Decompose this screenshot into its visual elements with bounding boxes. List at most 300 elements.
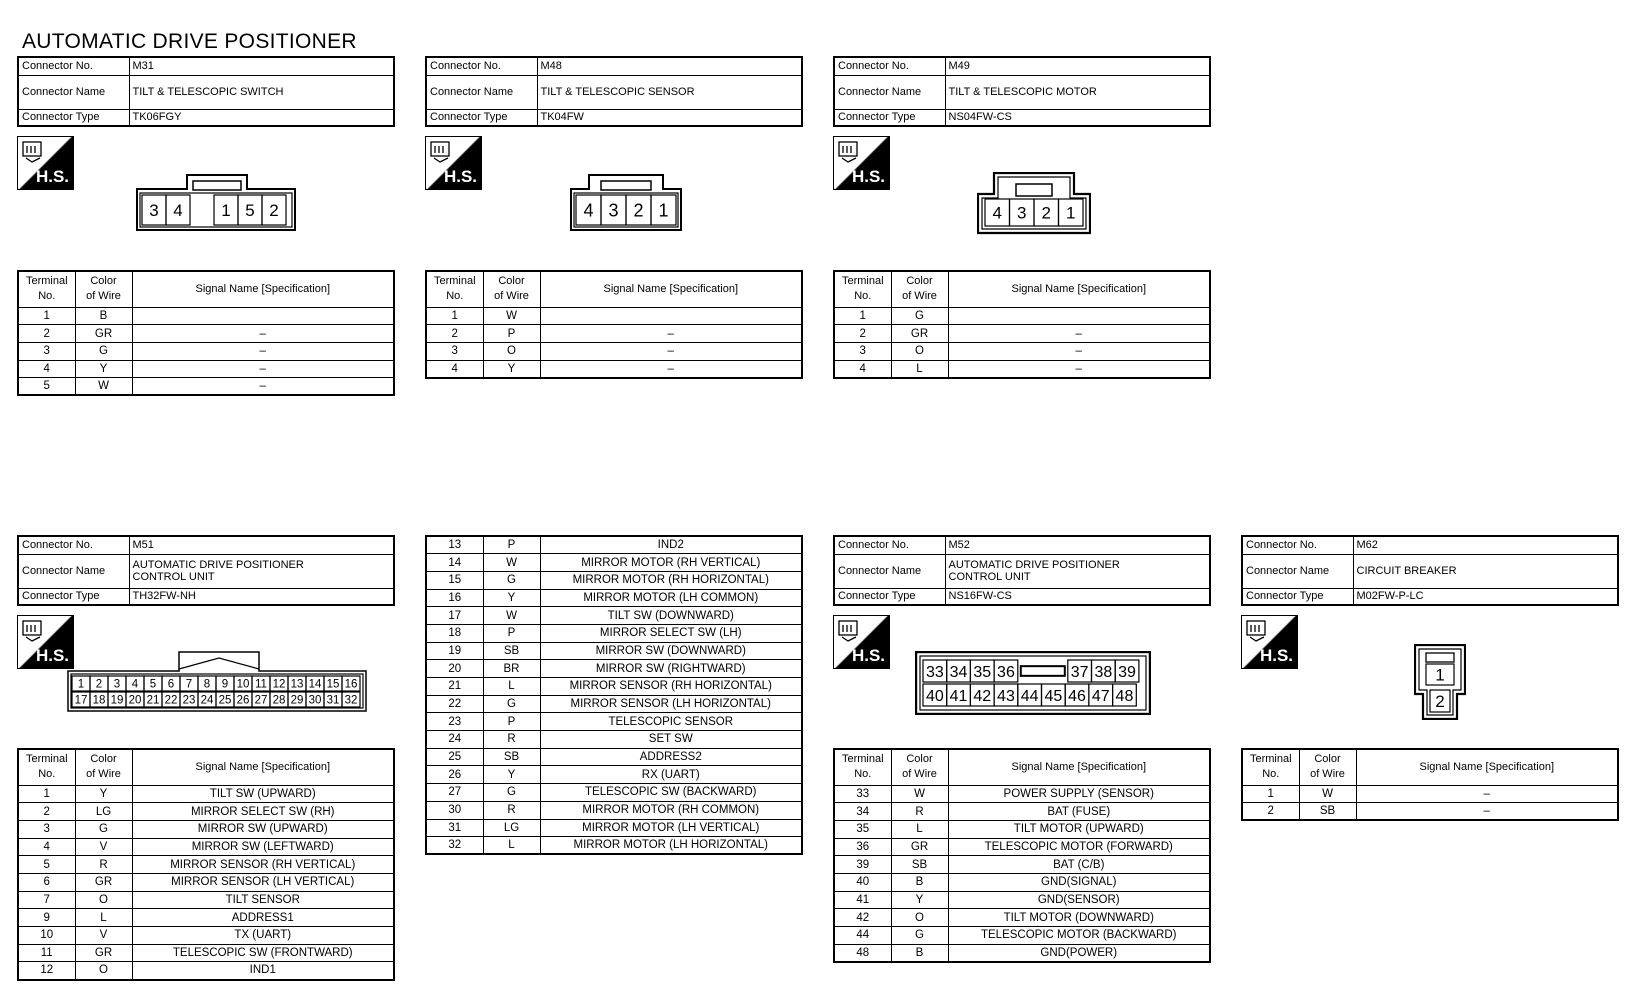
terminal-cell: 4 (18, 838, 75, 856)
signal-name-cell: RX (UART) (540, 766, 802, 784)
signal-name-cell: SET SW (540, 731, 802, 749)
table-row (834, 838, 1210, 856)
connector-name-label: Connector Name (1242, 554, 1353, 588)
table-row (426, 325, 802, 343)
signal-name-cell: MIRROR SENSOR (LH HORIZONTAL) (540, 695, 802, 713)
table-row (18, 342, 394, 360)
wire-color-cell: P (483, 536, 540, 554)
terminal-header: Terminal No. (834, 271, 891, 307)
pin-number: 4 (992, 203, 1002, 223)
terminal-cell: 12 (18, 962, 75, 980)
terminal-cell: 3 (834, 342, 891, 360)
wire-color-cell: Y (483, 589, 540, 607)
connector-name-label: Connector Name (18, 75, 129, 109)
connector-no-label: Connector No. (834, 536, 945, 554)
table-row (18, 820, 394, 838)
terminal-cell: 23 (426, 713, 483, 731)
pin-number: 7 (185, 678, 193, 691)
terminal-cell: 27 (426, 784, 483, 802)
signal-name-cell: MIRROR SENSOR (RH VERTICAL) (132, 856, 394, 874)
terminal-cell: 42 (834, 909, 891, 927)
table-row (426, 713, 802, 731)
pin-number: 19 (110, 694, 124, 707)
table-row (834, 325, 1210, 343)
connector-m48-info (425, 56, 803, 127)
signal-name-cell: IND2 (540, 536, 802, 554)
connector-type-value: NS04FW-CS (945, 109, 1210, 126)
terminal-cell: 39 (834, 856, 891, 874)
connector-type-label: Connector Type (18, 588, 129, 605)
connector-name-value: TILT & TELESCOPIC MOTOR (945, 75, 1210, 109)
color-header: Color of Wire (1299, 749, 1356, 785)
wire-color-cell: W (75, 378, 132, 396)
pin-number: 1 (1435, 665, 1445, 685)
connector-type-value: M02FW-P-LC (1353, 588, 1618, 605)
wire-color-cell: O (891, 342, 948, 360)
table-row (1242, 785, 1618, 803)
wire-color-cell: G (483, 695, 540, 713)
table-row (426, 695, 802, 713)
terminal-cell: 5 (18, 856, 75, 874)
terminal-header: Terminal No. (18, 749, 75, 785)
wire-color-cell: O (891, 909, 948, 927)
wire-color-cell: BR (483, 660, 540, 678)
signal-name-cell (540, 307, 802, 325)
wire-color-cell: L (75, 909, 132, 927)
signal-name-cell: TELESCOPIC SENSOR (540, 713, 802, 731)
pin-number: 41 (949, 687, 968, 705)
terminal-cell: 25 (426, 748, 483, 766)
terminal-cell: 20 (426, 660, 483, 678)
terminal-cell: 1 (18, 307, 75, 325)
connector-type-label: Connector Type (426, 109, 537, 126)
signal-name-cell: – (1356, 785, 1618, 803)
hs-label: H.S. (1259, 646, 1293, 665)
wire-color-cell: L (891, 360, 948, 378)
wire-color-cell: G (483, 571, 540, 589)
connector-type-value: TK04FW (537, 109, 802, 126)
wire-color-cell: Y (483, 360, 540, 378)
terminal-cell: 1 (834, 307, 891, 325)
signal-name-cell: – (540, 360, 802, 378)
hs-label: H.S. (851, 167, 885, 186)
table-row (1242, 803, 1618, 821)
pin-number: 5 (149, 678, 157, 691)
pin-number: 6 (167, 678, 175, 691)
signal-header: Signal Name [Specification] (1356, 749, 1618, 785)
pin-number: 2 (1435, 692, 1445, 711)
terminal-cell: 2 (18, 803, 75, 821)
signal-name-cell: ADDRESS2 (540, 748, 802, 766)
hs-label: H.S. (35, 167, 69, 186)
connector-type-label: Connector Type (834, 588, 945, 605)
table-row (834, 856, 1210, 874)
table-row (18, 360, 394, 378)
table-row (834, 891, 1210, 909)
pin-number: 43 (997, 687, 1015, 705)
signal-name-cell: – (948, 360, 1210, 378)
pin-number: 20 (128, 694, 142, 707)
table-row (426, 748, 802, 766)
pin-number: 1 (77, 678, 85, 691)
wire-color-cell: V (75, 838, 132, 856)
table-row (426, 801, 802, 819)
table-row (426, 624, 802, 642)
signal-name-cell: GND(SIGNAL) (948, 873, 1210, 891)
terminal-cell: 1 (18, 785, 75, 803)
pin-number: 48 (1115, 687, 1134, 705)
table-row (834, 360, 1210, 378)
pin-number: 40 (925, 687, 944, 705)
table-row (834, 909, 1210, 927)
terminal-cell: 10 (18, 927, 75, 945)
connector-type-label: Connector Type (18, 109, 129, 126)
connector-name-value: AUTOMATIC DRIVE POSITIONER CONTROL UNIT (945, 554, 1210, 588)
pin-number: 47 (1091, 687, 1110, 705)
signal-name-cell: TELESCOPIC MOTOR (FORWARD) (948, 838, 1210, 856)
table-row (18, 944, 394, 962)
terminal-cell: 17 (426, 607, 483, 625)
terminal-cell: 30 (426, 801, 483, 819)
connector-m31-info (17, 56, 395, 127)
signal-name-cell: TX (UART) (132, 927, 394, 945)
terminal-cell: 11 (18, 944, 75, 962)
pin-number: 10 (236, 678, 250, 691)
pin-number: 46 (1068, 687, 1086, 705)
wire-color-cell: Y (75, 785, 132, 803)
signal-name-cell: MIRROR MOTOR (LH HORIZONTAL) (540, 837, 802, 855)
terminal-cell: 40 (834, 873, 891, 891)
terminal-cell: 22 (426, 695, 483, 713)
signal-name-cell: – (948, 325, 1210, 343)
connector-type-value: TK06FGY (129, 109, 394, 126)
wire-color-cell: G (891, 307, 948, 325)
wire-color-cell: L (483, 837, 540, 855)
signal-name-cell: BAT (C/B) (948, 856, 1210, 874)
signal-header: Signal Name [Specification] (132, 749, 394, 785)
terminal-header: Terminal No. (426, 271, 483, 307)
table-row (18, 803, 394, 821)
wire-color-cell: B (891, 873, 948, 891)
signal-name-cell: ADDRESS1 (132, 909, 394, 927)
table-row (18, 891, 394, 909)
connector-no-value: M48 (537, 57, 802, 75)
pin-number: 2 (633, 200, 644, 221)
wire-color-cell: P (483, 325, 540, 343)
connector-no-label: Connector No. (18, 536, 129, 554)
connector-m48-pin-table (425, 270, 803, 379)
signal-name-cell: TILT MOTOR (UPWARD) (948, 820, 1210, 838)
terminal-cell: 2 (18, 325, 75, 343)
signal-name-cell: – (132, 342, 394, 360)
signal-name-cell: POWER SUPPLY (SENSOR) (948, 785, 1210, 803)
pin-number: 9 (221, 678, 229, 691)
wire-color-cell: L (483, 678, 540, 696)
table-row (834, 873, 1210, 891)
pin-number: 27 (254, 694, 268, 707)
wire-color-cell: W (483, 307, 540, 325)
signal-header: Signal Name [Specification] (132, 271, 394, 307)
terminal-cell: 13 (426, 536, 483, 554)
pin-number: 39 (1118, 663, 1136, 681)
pin-number: 2 (1041, 203, 1051, 223)
wire-color-cell: R (483, 731, 540, 749)
harness-side-icon (425, 136, 482, 190)
table-row (834, 944, 1210, 962)
pin-number: 18 (92, 694, 106, 707)
terminal-cell: 1 (1242, 785, 1299, 803)
terminal-cell: 3 (18, 820, 75, 838)
wire-color-cell: LG (75, 803, 132, 821)
signal-name-cell: MIRROR SELECT SW (LH) (540, 624, 802, 642)
signal-name-cell: MIRROR MOTOR (LH VERTICAL) (540, 819, 802, 837)
wire-color-cell: B (891, 944, 948, 962)
connector-no-value: M31 (129, 57, 394, 75)
wire-color-cell: Y (75, 360, 132, 378)
pin-number: 24 (200, 694, 214, 707)
table-row (18, 909, 394, 927)
wire-color-cell: R (891, 803, 948, 821)
wire-color-cell: LG (483, 819, 540, 837)
wire-color-cell: G (483, 784, 540, 802)
signal-name-cell (132, 307, 394, 325)
wire-color-cell: V (75, 927, 132, 945)
signal-name-cell: – (132, 360, 394, 378)
connector-m51-pin-table-continued (425, 535, 803, 855)
pin-number: 37 (1070, 663, 1089, 681)
signal-name-cell: MIRROR SW (DOWNWARD) (540, 642, 802, 660)
table-row (426, 784, 802, 802)
table-row (426, 342, 802, 360)
table-row (426, 837, 802, 855)
terminal-cell: 2 (1242, 803, 1299, 821)
connector-name-value: AUTOMATIC DRIVE POSITIONER CONTROL UNIT (129, 554, 394, 588)
terminal-cell: 3 (18, 342, 75, 360)
pin-number: 1 (221, 201, 231, 221)
wire-color-cell: O (75, 891, 132, 909)
wire-color-cell: GR (891, 838, 948, 856)
terminal-cell: 24 (426, 731, 483, 749)
signal-name-cell: MIRROR SELECT SW (RH) (132, 803, 394, 821)
table-row (18, 378, 394, 396)
connector-no-label: Connector No. (834, 57, 945, 75)
wire-color-cell: O (75, 962, 132, 980)
pin-number: 32 (344, 694, 358, 707)
signal-name-cell: TELESCOPIC SW (BACKWARD) (540, 784, 802, 802)
connector-m31-diagram (136, 174, 296, 232)
connector-name-value: TILT & TELESCOPIC SENSOR (537, 75, 802, 109)
connector-m52-info (833, 535, 1211, 606)
pin-number: 44 (1020, 687, 1039, 705)
pin-number: 13 (290, 678, 304, 691)
table-row (18, 838, 394, 856)
wire-color-cell: W (891, 785, 948, 803)
pin-number: 21 (146, 694, 160, 707)
signal-header: Signal Name [Specification] (540, 271, 802, 307)
signal-name-cell: MIRROR SW (LEFTWARD) (132, 838, 394, 856)
pin-number: 12 (272, 678, 286, 691)
table-row (426, 819, 802, 837)
wire-color-cell: W (483, 607, 540, 625)
signal-name-cell: TELESCOPIC MOTOR (BACKWARD) (948, 927, 1210, 945)
pin-number: 25 (218, 694, 232, 707)
pin-number: 3 (608, 200, 619, 221)
terminal-cell: 41 (834, 891, 891, 909)
harness-side-icon (1241, 615, 1298, 669)
terminal-cell: 2 (426, 325, 483, 343)
wire-color-cell: B (75, 307, 132, 325)
table-row (834, 803, 1210, 821)
pin-number: 29 (290, 694, 304, 707)
pin-number: 22 (164, 694, 178, 707)
connector-m52-pin-table (833, 748, 1211, 963)
signal-name-cell: MIRROR SW (UPWARD) (132, 820, 394, 838)
connector-type-label: Connector Type (834, 109, 945, 126)
wire-color-cell: P (483, 624, 540, 642)
pin-number: 23 (182, 694, 196, 707)
table-row (18, 927, 394, 945)
table-row (18, 856, 394, 874)
signal-name-cell: BAT (FUSE) (948, 803, 1210, 821)
pin-number: 1 (1066, 203, 1076, 223)
table-row (426, 607, 802, 625)
signal-name-cell: GND(POWER) (948, 944, 1210, 962)
wire-color-cell: W (1299, 785, 1356, 803)
color-header: Color of Wire (75, 749, 132, 785)
wire-color-cell: P (483, 713, 540, 731)
terminal-cell: 9 (18, 909, 75, 927)
pin-number: 28 (272, 694, 286, 707)
wire-color-cell: G (75, 820, 132, 838)
terminal-cell: 15 (426, 571, 483, 589)
terminal-cell: 33 (834, 785, 891, 803)
pin-number: 33 (925, 663, 944, 681)
wire-color-cell: R (483, 801, 540, 819)
terminal-header: Terminal No. (1242, 749, 1299, 785)
pin-number: 2 (95, 678, 103, 691)
terminal-cell: 35 (834, 820, 891, 838)
connector-m49-pin-table (833, 270, 1211, 379)
terminal-cell: 44 (834, 927, 891, 945)
pin-number: 38 (1094, 663, 1113, 681)
connector-m31-pin-table (17, 270, 395, 396)
pin-number: 42 (973, 687, 992, 705)
pin-number: 4 (131, 678, 139, 691)
connector-name-value: CIRCUIT BREAKER (1353, 554, 1618, 588)
wire-color-cell: W (483, 554, 540, 572)
wire-color-cell: GR (75, 944, 132, 962)
signal-name-cell: MIRROR SW (RIGHTWARD) (540, 660, 802, 678)
pin-number: 31 (326, 694, 340, 707)
pin-number: 2 (269, 201, 279, 221)
wire-color-cell: O (483, 342, 540, 360)
table-row (426, 360, 802, 378)
wire-color-cell: G (75, 342, 132, 360)
table-row (426, 678, 802, 696)
pin-number: 26 (236, 694, 250, 707)
connector-m52-diagram (915, 651, 1151, 715)
table-row (426, 536, 802, 554)
signal-name-cell (948, 307, 1210, 325)
pin-number: 11 (255, 678, 267, 691)
pin-number: 36 (997, 663, 1015, 681)
signal-name-cell: TILT SW (DOWNWARD) (540, 607, 802, 625)
table-row (426, 307, 802, 325)
hs-label: H.S. (443, 167, 477, 186)
terminal-cell: 16 (426, 589, 483, 607)
wire-color-cell: L (891, 820, 948, 838)
signal-name-cell: – (540, 325, 802, 343)
connector-m62-diagram (1414, 644, 1466, 720)
table-row (426, 554, 802, 572)
signal-name-cell: MIRROR SENSOR (LH VERTICAL) (132, 873, 394, 891)
signal-name-cell: TILT MOTOR (DOWNWARD) (948, 909, 1210, 927)
signal-name-cell: – (948, 342, 1210, 360)
connector-no-value: M49 (945, 57, 1210, 75)
wire-color-cell: GR (75, 325, 132, 343)
connector-type-value: NS16FW-CS (945, 588, 1210, 605)
terminal-cell: 32 (426, 837, 483, 855)
signal-header: Signal Name [Specification] (948, 749, 1210, 785)
color-header: Color of Wire (891, 271, 948, 307)
pin-number: 5 (245, 201, 255, 221)
terminal-cell: 4 (834, 360, 891, 378)
connector-m51-diagram (67, 651, 367, 713)
connector-m62-info (1241, 535, 1619, 606)
connector-m49-info (833, 56, 1211, 127)
wire-color-cell: SB (891, 856, 948, 874)
pin-number: 3 (1017, 203, 1027, 223)
terminal-cell: 4 (18, 360, 75, 378)
connector-no-value: M52 (945, 536, 1210, 554)
terminal-cell: 18 (426, 624, 483, 642)
wire-color-cell: Y (891, 891, 948, 909)
table-row (18, 785, 394, 803)
signal-name-cell: MIRROR MOTOR (LH COMMON) (540, 589, 802, 607)
table-row (426, 571, 802, 589)
pin-number: 1 (658, 200, 669, 221)
connector-name-value: TILT & TELESCOPIC SWITCH (129, 75, 394, 109)
connector-name-label: Connector Name (18, 554, 129, 588)
terminal-cell: 5 (18, 378, 75, 396)
connector-name-label: Connector Name (834, 554, 945, 588)
terminal-cell: 4 (426, 360, 483, 378)
table-row (834, 785, 1210, 803)
signal-name-cell: TILT SENSOR (132, 891, 394, 909)
pin-number: 3 (149, 201, 159, 221)
table-row (18, 962, 394, 980)
table-row (426, 660, 802, 678)
signal-name-cell: TILT SW (UPWARD) (132, 785, 394, 803)
harness-side-icon (833, 136, 890, 190)
pin-number: 16 (344, 678, 358, 691)
wire-color-cell: GR (891, 325, 948, 343)
connector-no-value: M51 (129, 536, 394, 554)
connector-type-value: TH32FW-NH (129, 588, 394, 605)
terminal-cell: 36 (834, 838, 891, 856)
connector-m48-diagram (570, 174, 682, 232)
pin-number: 35 (973, 663, 992, 681)
signal-name-cell: – (540, 342, 802, 360)
table-row (426, 766, 802, 784)
wire-color-cell: G (891, 927, 948, 945)
wire-color-cell: SB (483, 748, 540, 766)
signal-name-cell: – (132, 378, 394, 396)
harness-side-icon (17, 136, 74, 190)
connector-name-label: Connector Name (834, 75, 945, 109)
color-header: Color of Wire (75, 271, 132, 307)
color-header: Color of Wire (483, 271, 540, 307)
